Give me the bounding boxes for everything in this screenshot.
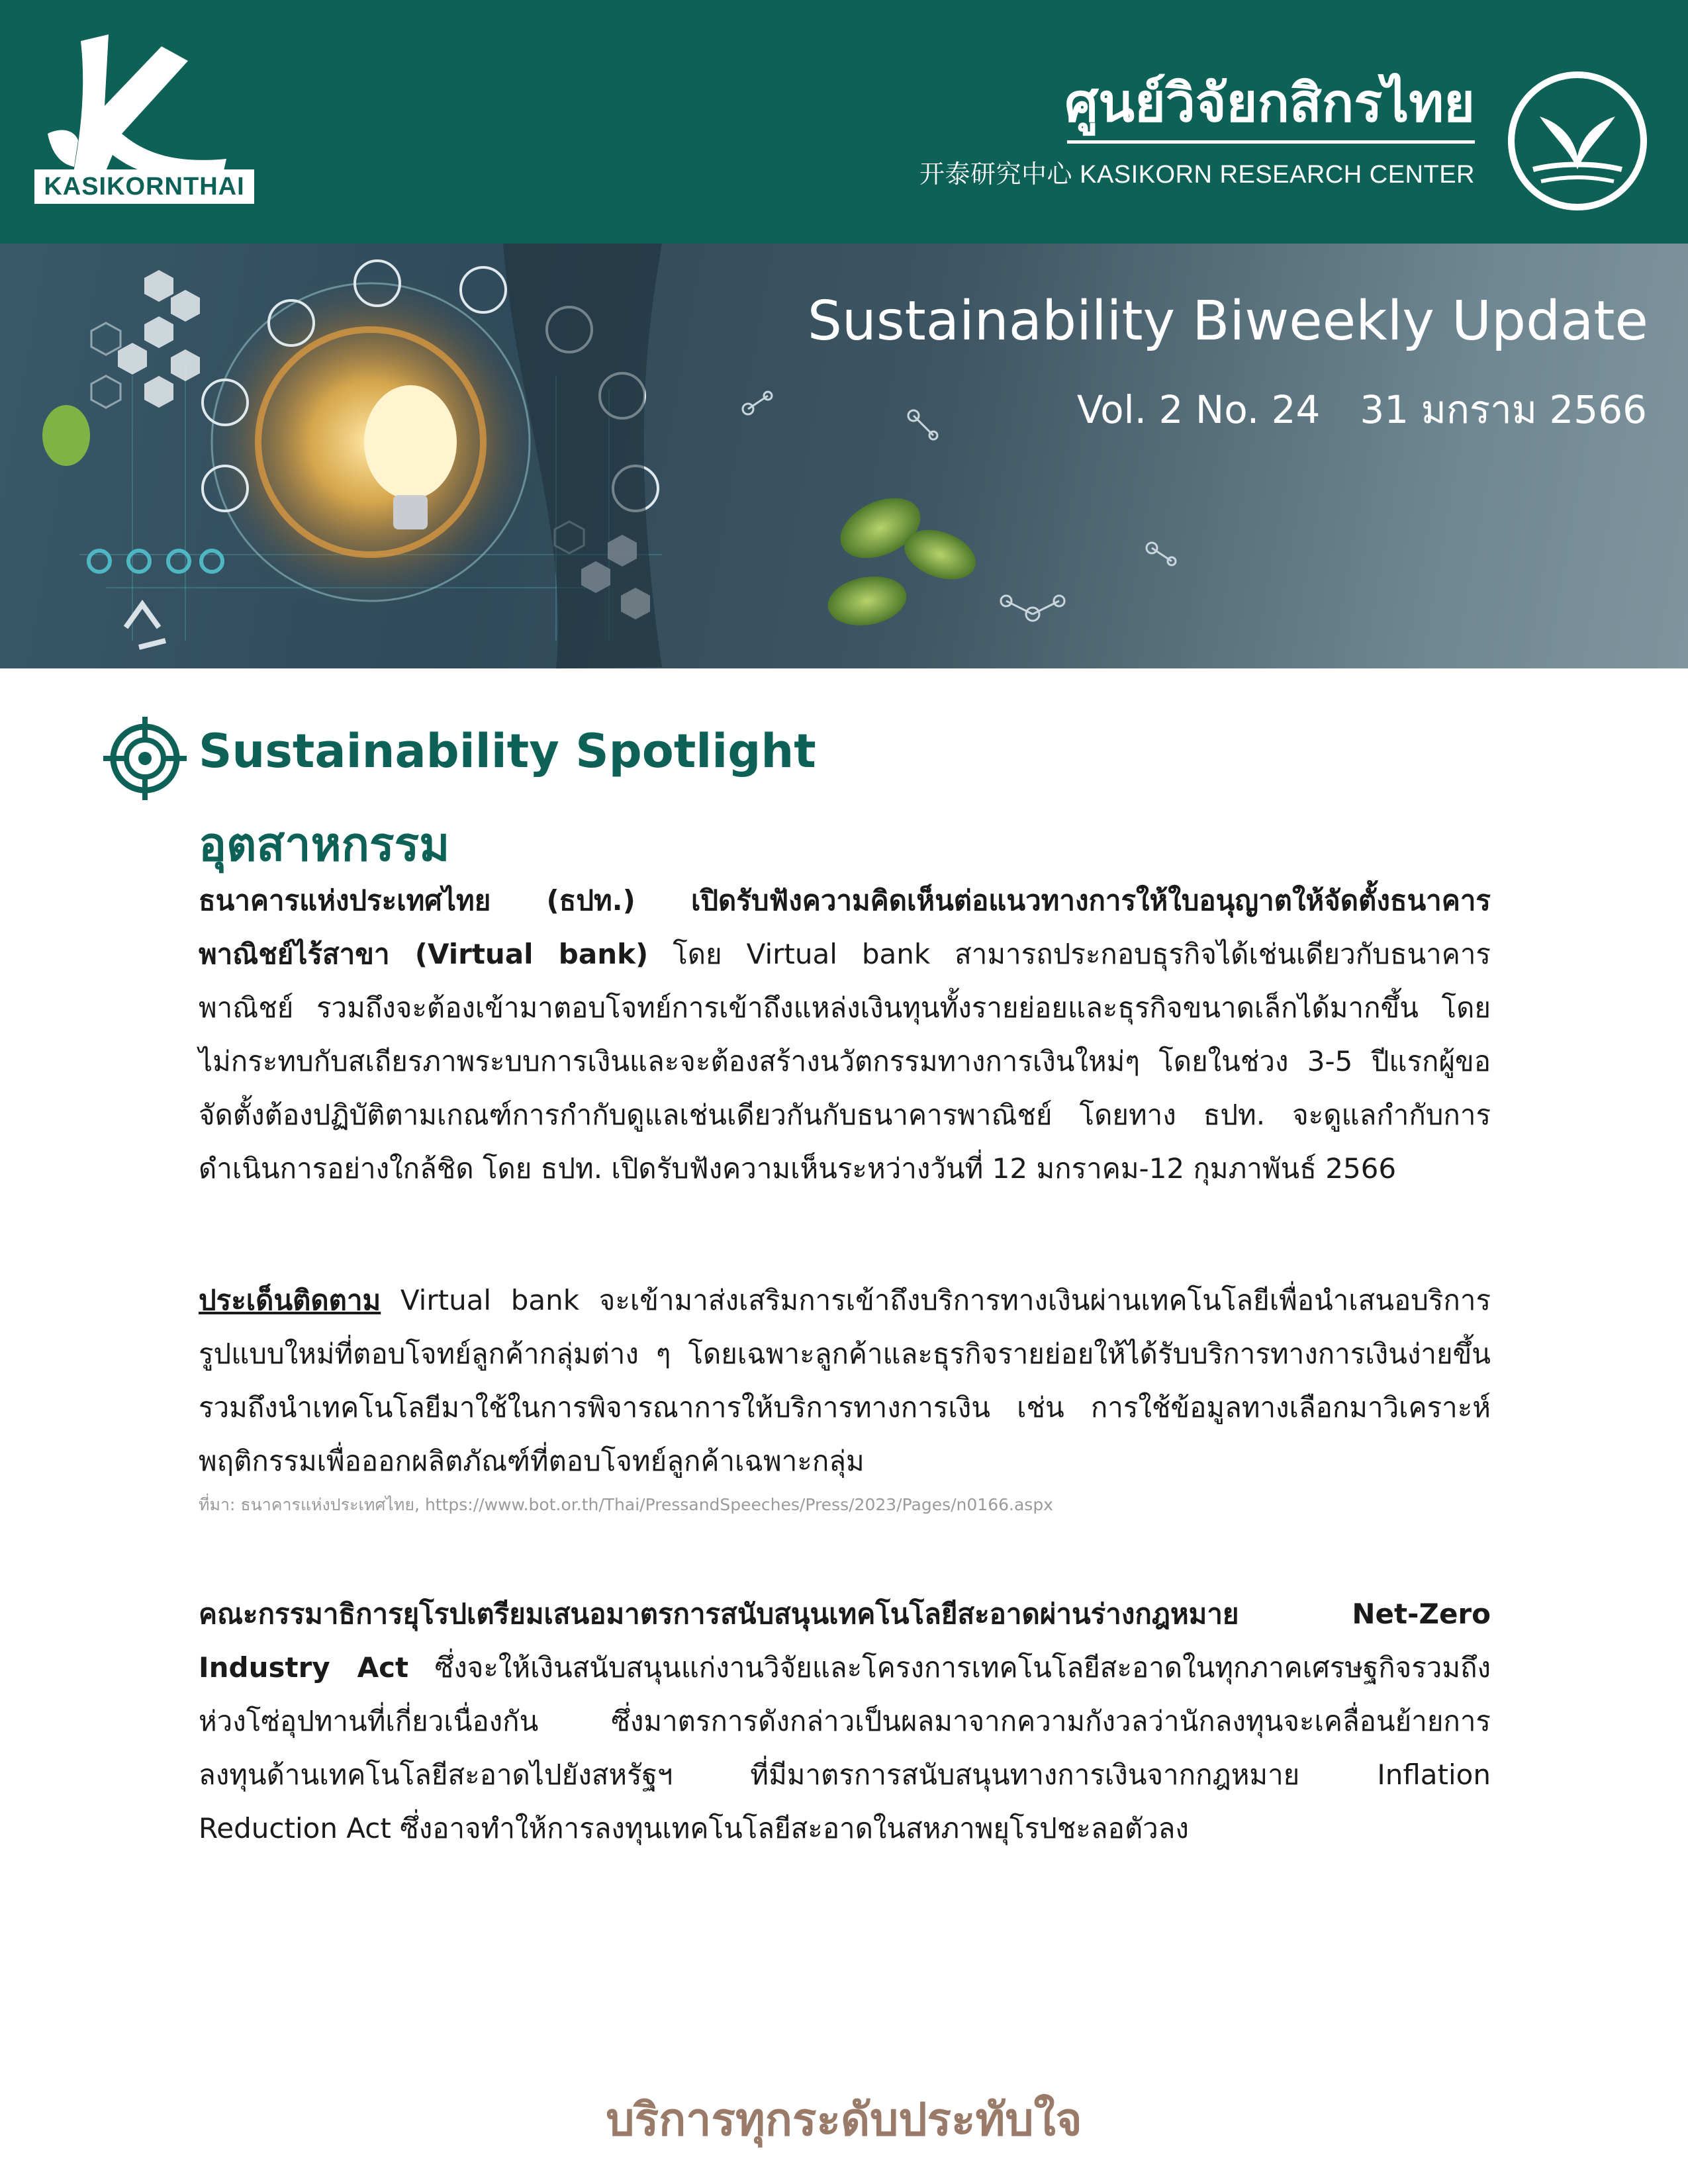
watch-body: Virtual bank จะเข้ามาส่งเสริมการเข้าถึงบริการทางเงินผ่านเทคโนโลยีเพื่อนำเสนอบริการรูปแบบใหม่ที่ตอบโจทย์ลูกค้ากลุ่มต่าง ๆ โดยเฉพาะลูกค้าและธุรกิจรายย่อยให้ได้รับบริการทางการเงินง่ายขึ้น รวมถึงนำเทคโนโลยีมาใช้ในการพิจารณาการให้บริการทางการเงิน เช่น การใช้ข้อมูลทางเลือกมาวิเคราะห์พฤติกรรมเพื่อออกผลิตภัณฑ์ที่ตอบโจทย์ลูกค้าเฉพาะกลุ่ม [199,1284,1491,1477]
article-1-body: โดย Virtual bank สามารถประกอบธุรกิจได้เช่นเดียวกับธนาคารพาณิชย์ รวมถึงจะต้องเข้ามาตอบโจทย์การเข้าถึงแหล่งเงินทุนทั้งรายย่อยและธุรกิจขนาดเล็กได้มากขึ้น โดยไม่กระทบกับสเถียรภาพระบบการเงินและจะต้องสร้างนวัตกรรมทางการเงินใหม่ๆ โดยในช่วง 3-5 ปีแรกผู้ขอจัดตั้งต้องปฏิบัติตามเกณฑ์การกำกับดูแลเช่นเดียวกันกับธนาคารพาณิชย์ โดยทาง ธปท. จะดูแลกำกับการดำเนินการอย่างใกล้ชิด โดย ธปท. เปิดรับฟังความเห็นระหว่างวันที่ 12 มกราคม-12 กุมภาพันธ์ 2566 [199,938,1491,1185]
divider [1067,140,1475,144]
article-1-paragraph [199,874,1491,1195]
article-1-watch-paragraph [199,1273,1491,1488]
issue-info [1077,379,1647,440]
article-2-headline: คณะกรรมาธิการยุโรปเตรียมเสนอมาตรการสนับสนุนเทคโนโลยีสะอาดผ่านร่างกฎหมาย Net-Zero Industry Act [199,1598,1491,1684]
article-1-source: ที่มา: ธนาคารแห่งประเทศไทย, https://www.bot.or.th/Thai/PressandSpeeches/Press/2023/Pages/n0166.aspx [199,1495,1053,1514]
kasikornthai-wordmark: KASIKORNTHAI [34,169,254,204]
footer-slogan: บริการทุกระดับประทับใจ [606,2094,1082,2146]
spotlight-heading: Sustainability Spotlight [199,724,816,778]
article-1-headline: ธนาคารแห่งประเทศไทย (ธปท.) เปิดรับฟังความคิดเห็นต่อแนวทางการให้ใบอนุญาตให้จัดตั้งธนาคารพาณิชย์ไร้สาขา (Virtual bank) [199,884,1491,970]
target-icon [103,717,187,800]
header-band [0,0,1688,244]
hero-banner [0,244,1688,668]
article-2-body: ซึ่งจะให้เงินสนับสนุนแก่งานวิจัยและโครงการเทคโนโลยีสะอาดในทุกภาคเศรษฐกิจรวมถึงห่วงโซ่อุปทานที่เกี่ยวเนื่องกัน ซึ่งมาตรการดังกล่าวเป็นผลมาจากความกังวลว่านักลงทุนจะเคลื่อนย้ายการลงทุนด้านเทคโนโลยีสะอาดไปยังสหรัฐฯ ที่มีมาตรการสนับสนุนทางการเงินจากกฎหมาย Inflation Reduction Act ซึ่งอาจทำให้การลงทุนเทคโนโลยีสะอาดในสหภาพยุโรปชะลอตัวลง [199,1651,1491,1844]
research-center-thai-name: ศูนย์วิจัยกสิกรไทย [1064,72,1475,134]
article-2-paragraph [199,1587,1491,1855]
section-heading-industry: อุตสาหกรรม [199,817,450,872]
research-center-english-name: 开泰研究中心 KASIKORN RESEARCH CENTER [919,161,1475,189]
issue-date: 31 มกราม 2566 [1360,387,1647,432]
issue-volume: Vol. 2 No. 24 [1076,387,1321,432]
watch-label: ประเด็นติดตาม [199,1284,381,1316]
research-center-emblem-icon [1507,70,1648,212]
newsletter-title: Sustainability Biweekly Update [807,290,1648,353]
